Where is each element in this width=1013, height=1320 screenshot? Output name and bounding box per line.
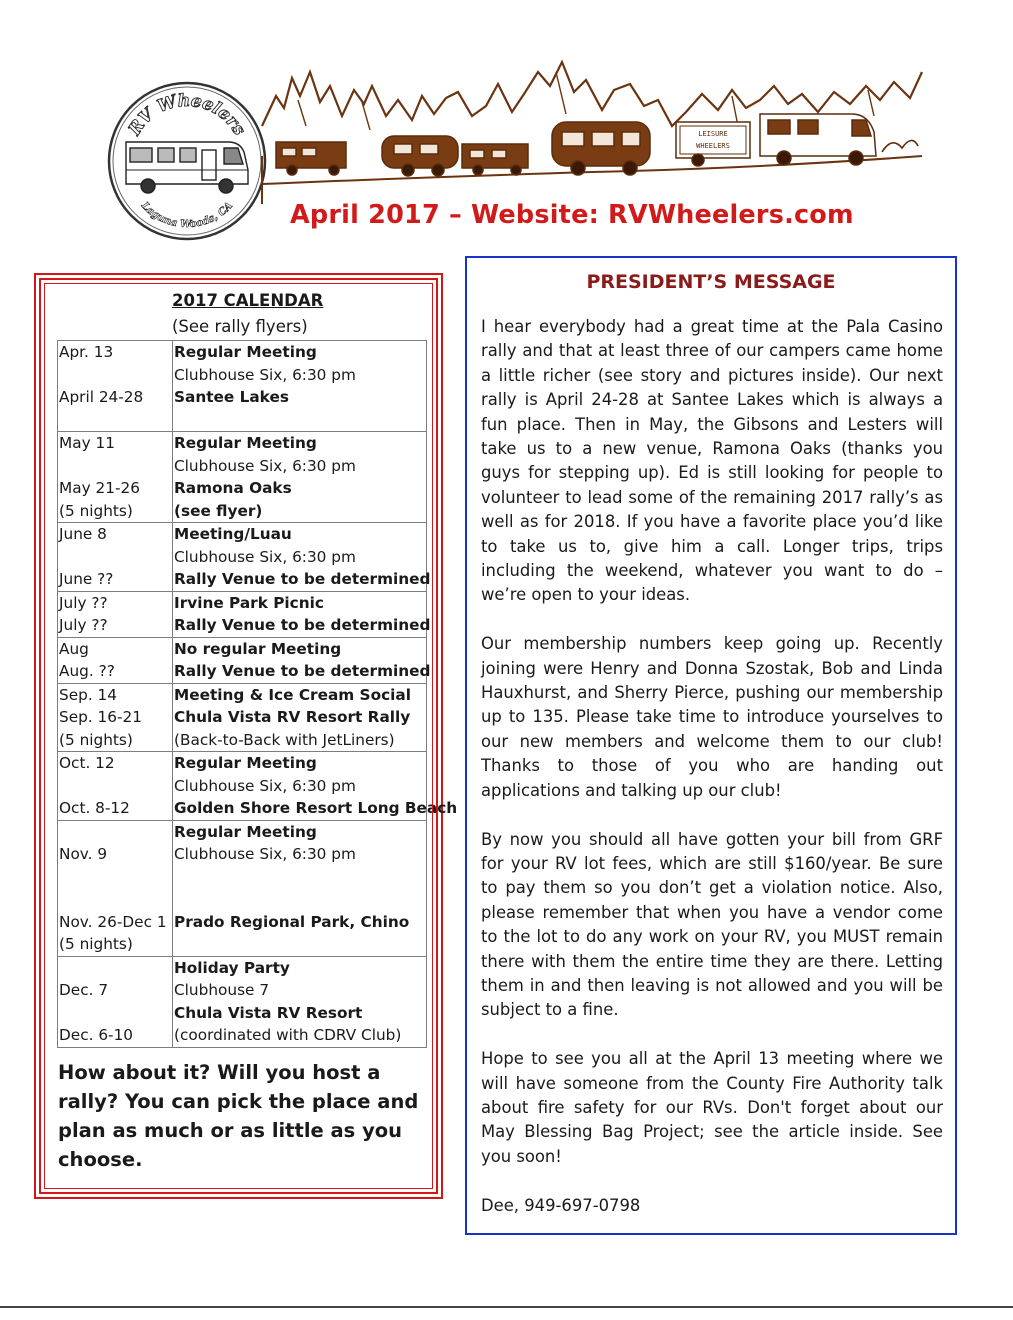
calendar-date-cell (58, 591, 173, 637)
calendar-date-line: (5 nights) (59, 935, 133, 953)
calendar-date-cell (58, 820, 173, 956)
calendar-date-cell (58, 432, 173, 523)
calendar-date-line (59, 888, 171, 911)
calendar-event-line: Clubhouse Six, 6:30 pm (174, 456, 356, 475)
calendar-date-line: Dec. 6-10 (59, 1026, 134, 1044)
calendar-event-line (174, 933, 425, 956)
calendar-date-line (59, 546, 171, 569)
calendar-event-line: Clubhouse Six, 6:30 pm (174, 365, 356, 384)
calendar-event-line: Chula Vista RV Resort (174, 1003, 363, 1022)
calendar-event-line: Regular Meeting (174, 822, 317, 841)
calendar-event-line: (coordinated with CDRV Club) (174, 1026, 402, 1044)
presidents-message-body (481, 315, 943, 1218)
caravan-vehicles (276, 114, 876, 176)
calendar-date-line: Sep. 16-21 (59, 708, 143, 726)
calendar-event-line: Chula Vista RV Resort Rally (174, 708, 411, 726)
calendar-table-body (58, 341, 458, 1048)
calendar-row (58, 956, 427, 1047)
calendar-date-line: May 11 (59, 434, 115, 452)
calendar-date-line: (5 nights) (59, 501, 133, 520)
page-bottom-rule (0, 1306, 1013, 1308)
trailer-text-2: WHEELERS (696, 142, 730, 150)
calendar-date-line: Nov. 26-Dec 1 (59, 912, 167, 931)
calendar-event-line: (Back-to-Back with JetLiners) (174, 730, 395, 749)
calendar-date-line: Nov. 9 (59, 845, 108, 863)
calendar-date-line: Aug (59, 639, 89, 658)
presidents-message-panel (465, 256, 957, 1235)
calendar-date-cell (58, 683, 173, 752)
calendar-event-line: Santee Lakes (174, 388, 289, 406)
calendar-row (58, 341, 427, 432)
calendar-event-cell (173, 637, 431, 683)
calendar-row (58, 637, 427, 683)
calendar-event-line: Regular Meeting (174, 343, 317, 361)
calendar-event-line: Clubhouse Six, 6:30 pm (174, 845, 356, 863)
calendar-event-line: (see flyer) (174, 501, 263, 520)
message-paragraph: I hear everybody had a great time at the Pala Casino rally and that at least three of our campers came home a little richer (see story and pictures inside). Our next rally is April 24-28 at Santee Lakes which is always a fun place. Then in May, the Gibsons and Lesters will take us to a new venue, Ramona Oaks (thanks you guys for stepping up). Ed is still looking for people to volunteer to lead some of the remaining 2017 rally’s as well as for 2018. If you have a favorite place you’d like to take us to, give him a call. Longer trips, trips including the weekend, whatever you want to do – we’re open to your ideas. (481, 317, 943, 605)
calendar-event-line (174, 409, 425, 432)
presidents-message-title: PRESIDENT’S MESSAGE (586, 271, 836, 293)
calendar-event-line: Rally Venue to be determined (174, 662, 431, 680)
calendar-event-line (174, 866, 425, 889)
calendar-event-cell (173, 341, 427, 432)
calendar-date-cell (58, 341, 173, 432)
logo-bottom-text: Laguna Woods, CA (138, 200, 236, 231)
calendar-event-line: Clubhouse 7 (174, 981, 270, 999)
calendar-row (58, 683, 427, 752)
calendar-subtitle: (See rally flyers) (172, 317, 308, 336)
message-paragraph: Our membership numbers keep going up. Recently joining were Henry and Donna Szostak, Bob and Linda Hauxhurst, and Sherry Pierce, pushing our membership up to 135. Please take time to introduce yourselves to our new members and welcome them to our club! Thanks to those of you who are handing out applications and talking up our club! (481, 634, 943, 800)
calendar-event-line (174, 888, 425, 911)
calendar-date-line: Apr. 13 (59, 343, 114, 361)
calendar-title: 2017 CALENDAR (172, 291, 324, 310)
calendar-event-line: Golden Shore Resort Long Beach (174, 799, 458, 817)
calendar-date-line (59, 409, 171, 432)
calendar-row (58, 752, 427, 821)
mountain-caravan-banner (262, 56, 922, 204)
calendar-event-line: Clubhouse Six, 6:30 pm (174, 776, 356, 795)
calendar-date-cell (58, 752, 173, 821)
calendar-date-line (59, 775, 171, 798)
calendar-row (58, 432, 427, 523)
calendar-date-line (59, 957, 171, 980)
calendar-event-line: Regular Meeting (174, 754, 317, 772)
calendar-panel (34, 273, 458, 1199)
calendar-date-cell (58, 956, 173, 1047)
calendar-event-line: Regular Meeting (174, 434, 317, 452)
calendar-event-cell (173, 432, 427, 523)
calendar-date-cell (58, 637, 173, 683)
calendar-event-cell (173, 523, 431, 592)
issue-headline: April 2017 – Website: RVWheelers.com (290, 200, 854, 230)
calendar-event-line: Holiday Party (174, 958, 290, 977)
calendar-date-line: Aug. ?? (59, 662, 115, 680)
host-rally-callout: How about it? Will you host a rally? You can pick the place and plan as much or as little as you choose. (58, 1061, 419, 1171)
calendar-date-line: May 21-26 (59, 479, 140, 497)
calendar-date-line (59, 1002, 171, 1025)
calendar-date-line (59, 866, 171, 889)
message-paragraph: Hope to see you all at the April 13 meeting where we will have someone from the County Fire Authority talk about fire safety for our RVs. Don't forget about our May Blessing Bag Project; see the article inside. See you soon! (481, 1049, 943, 1166)
calendar-event-cell (173, 752, 458, 821)
calendar-date-line: June ?? (59, 570, 114, 588)
calendar-event-line: Meeting & Ice Cream Social (174, 685, 411, 704)
calendar-event-line: Ramona Oaks (174, 479, 292, 497)
calendar-date-line: July ?? (59, 593, 108, 612)
calendar-event-line: Prado Regional Park, Chino (174, 912, 410, 931)
calendar-date-line: Dec. 7 (59, 981, 109, 999)
calendar-date-line (59, 364, 171, 387)
calendar-date-line: Oct. 8-12 (59, 799, 130, 817)
calendar-event-line: Rally Venue to be determined (174, 616, 431, 634)
calendar-event-cell (173, 683, 427, 752)
calendar-event-cell (173, 820, 427, 956)
calendar-date-line: July ?? (59, 616, 108, 634)
calendar-date-line: April 24-28 (59, 388, 144, 406)
message-signature: Dee, 949-697-0798 (481, 1195, 641, 1215)
calendar-date-line (59, 821, 171, 844)
trailer-text-1: LEISURE (698, 130, 728, 138)
calendar-row (58, 820, 427, 956)
rv-wheelers-logo (106, 80, 268, 242)
message-paragraph: By now you should all have gotten your bill from GRF for your RV lot fees, which are still $160/year. Be sure to pay them so you don’t get a violation notice. Also, please remember that when you have a vendor come to the lot to do any work on your RV, you MUST remain there with them the entire time they are there. Letting them in and then leaving is not allowed and you will be subject to a fine. (481, 829, 943, 1020)
calendar-date-line: June 8 (59, 525, 107, 543)
logo-top-text: RV Wheelers (124, 90, 250, 139)
calendar-date-line (59, 455, 171, 478)
calendar-event-cell (173, 956, 427, 1047)
calendar-date-line: Sep. 14 (59, 685, 118, 704)
calendar-date-line: (5 nights) (59, 730, 133, 749)
calendar-event-line: Rally Venue to be determined (174, 570, 431, 588)
calendar-event-line: Irvine Park Picnic (174, 593, 324, 612)
calendar-row (58, 591, 427, 637)
calendar-date-line: Oct. 12 (59, 754, 115, 772)
calendar-event-line: Meeting/Luau (174, 525, 292, 543)
calendar-event-line: Clubhouse Six, 6:30 pm (174, 547, 356, 566)
calendar-row (58, 523, 427, 592)
calendar-event-line: No regular Meeting (174, 639, 342, 658)
calendar-date-cell (58, 523, 173, 592)
calendar-event-cell (173, 591, 431, 637)
calendar-table (57, 340, 458, 1048)
